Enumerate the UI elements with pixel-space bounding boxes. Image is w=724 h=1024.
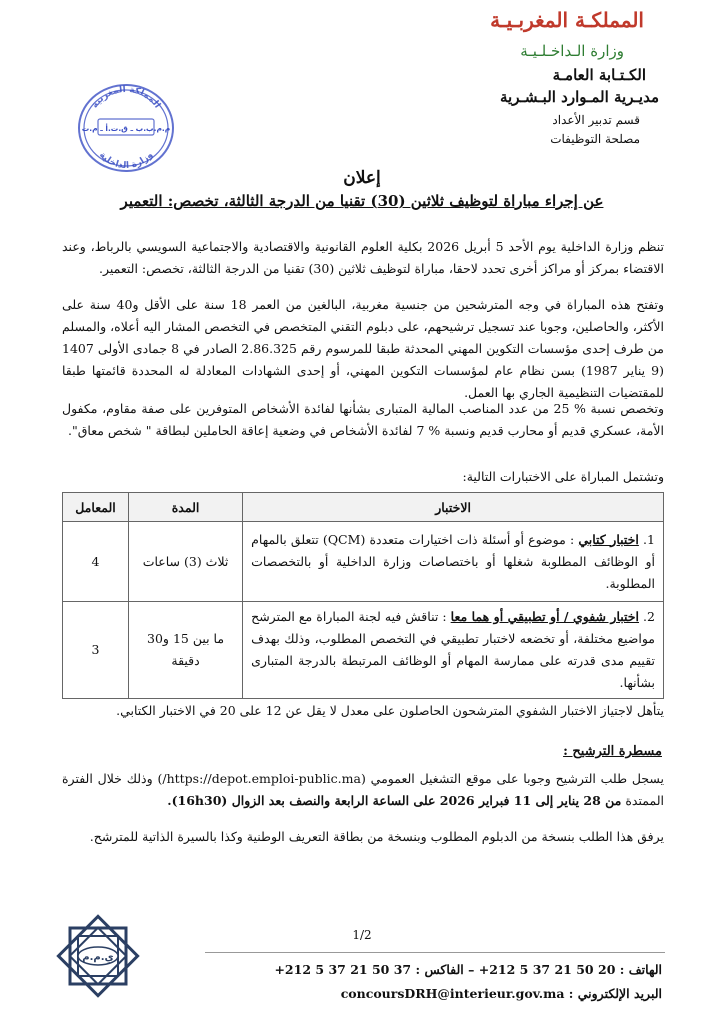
duration-cell: ثلاث (3) ساعات	[128, 522, 242, 602]
header-coefficient: المعامل	[63, 493, 129, 522]
header-duration: المدة	[128, 493, 242, 522]
test-number: 2.	[643, 609, 655, 624]
paragraph-attachments: يرفق هذا الطلب بنسخة من الدبلوم المطلوب وبنسخة من بطاقة التعريف الوطنية وكذا بالسيرة الذاتية للمترشح.	[89, 829, 664, 844]
paragraph-registration	[62, 768, 664, 812]
directorate-title: مديـرية المـوارد البـشـرية	[500, 88, 659, 106]
stamp-mid-text: م.م.ب.ب ـ ق.ت.أ ـ م.ت	[81, 124, 171, 133]
test-description: : موضوع أو أسئلة ذات اختيارات متعددة (QCM) تتعلق بالمهام أو الوظائف المطلوبة شغلها أو باختصاصات وزارة الداخلية أو بالتخصصات المطلوبة.	[251, 531, 655, 591]
logo-text: ي.م.م	[82, 952, 114, 963]
service-title: مصلحة التوظيفات	[550, 132, 640, 146]
kingdom-title: المملكـة المغربـيـة	[490, 8, 644, 32]
ministry-title: وزارة الـداخـلـيـة	[520, 42, 624, 60]
coefficient-cell: 3	[63, 602, 129, 699]
page-number: 1/2	[352, 928, 372, 942]
stamp-top-text: المملكة المغربية	[90, 84, 163, 111]
paragraph-eligibility: وتفتح هذه المباراة في وجه المترشحين من جنسية مغربية، البالغين من العمر 18 سنة على الأقل و40 سنة على الأكثر، والحاصلين، وجوبا عند تسجيل ترشيحهم، على دبلوم التقني المتخصص في التخصص المشار اليه أعلاه، والمسلم من طرف إحدى مؤسسات التكوين المهني المحدثة طبقا للمرسوم رقم 2.86.325 الصادر في 8 جمادى الأولى 1407 (9 يناير 1987) بسن نظام عام لمؤسسات التكوين المهني، أو إحدى الشهادات المعادلة له المحددة قائمتها طبقا للمقتضيات التنظيمية الجاري بها العمل.	[62, 297, 664, 400]
test-number: 1.	[643, 531, 655, 547]
paragraph-quota: وتخصص نسبة % 25 من عدد المناصب المالية المتبارى بشأنها لفائدة الأشخاص المتوفرين على صفة مقاوم، مكفول الأمة، عسكري قديم أو محارب قديم ونسبة % 7 لفائدة الأشخاص في وضعية إعاقة الحاملين لبطاقة " شخص معاق".	[62, 401, 664, 438]
header-test: الاختبار	[243, 493, 664, 522]
procedure-title: مسطرة الترشيح :	[563, 744, 662, 759]
duration-cell: ما بين 15 و30 دقيقة	[128, 602, 242, 699]
test-description: : تناقش فيه لجنة المباراة مع المترشح مواضيع مختلفة، أو تخضعه لاختبار تطبيقي في التخصص المطلوب، وذلك بهدف تقييم مدى قدرته على ممارسة المهام أو الوظائف المرتبطة بالدرجة المتبارى بشأنها.	[251, 609, 655, 690]
coefficient-cell: 4	[63, 522, 129, 602]
footer-divider	[205, 952, 665, 953]
footer-email: البريد الإلكتروني : concoursDRH@interieur.gov.ma	[340, 986, 662, 1001]
paragraph-tests-intro: وتشتمل المباراة على الاختبارات التالية:	[462, 469, 664, 484]
stamp-bottom-text: وزارة الداخلية	[96, 150, 156, 172]
table-row	[63, 602, 664, 699]
announcement-subtitle: عن إجراء مباراة لتوظيف ثلاثين (30) تقنيا من الدرجة الثالثة، تخصص: التعمير	[120, 192, 604, 210]
registration-text: يسجل طلب الترشيح وجوبا على موقع التشغيل العمومي (https://depot.emploi-public.ma/) وذلك خلال الفترة الممتدة	[62, 771, 664, 808]
tests-table	[62, 492, 664, 699]
test-cell	[243, 602, 664, 699]
table-row	[63, 522, 664, 602]
footer-phone: الهاتف : 20 50 21 37 5 212+ – الفاكس : 37 50 21 37 5 212+	[274, 962, 662, 977]
paragraph-organization: تنظم وزارة الداخلية يوم الأحد 5 أبريل 2026 بكلية العلوم القانونية والاقتصادية والاجتماعية السويسي بالرباط، وعند الاقتضاء بمركز أو مراكز أخرى تحدد لاحقا، مباراة لتوظيف ثلاثين (30) تقنيا من الدرجة الثالثة، تخصص: التعمير.	[62, 239, 664, 276]
ministry-logo-icon	[52, 910, 144, 1002]
test-cell	[243, 522, 664, 602]
paragraph-qualification: يتأهل لاجتياز الاختبار الشفوي المترشحون الحاصلون على معدل لا يقل عن 12 على 20 في الاختبار الكتابي.	[116, 703, 664, 718]
test-name: اختبار شفوي / أو تطبيقي أو هما معا	[450, 609, 639, 624]
general-secretariat: الكـتـابة العامـة	[552, 66, 646, 84]
test-name: اختبار كتابي	[578, 531, 639, 547]
official-stamp	[76, 82, 176, 174]
registration-period: من 28 يناير إلى 11 فبراير 2026 على الساعة الرابعة والنصف بعد الزوال (16h30).	[167, 793, 622, 808]
division-title: قسم تدبير الأعداد	[552, 113, 640, 127]
announcement-title: إعلان	[343, 168, 381, 188]
svg-text:المملكة المغربية	[90, 85, 162, 110]
